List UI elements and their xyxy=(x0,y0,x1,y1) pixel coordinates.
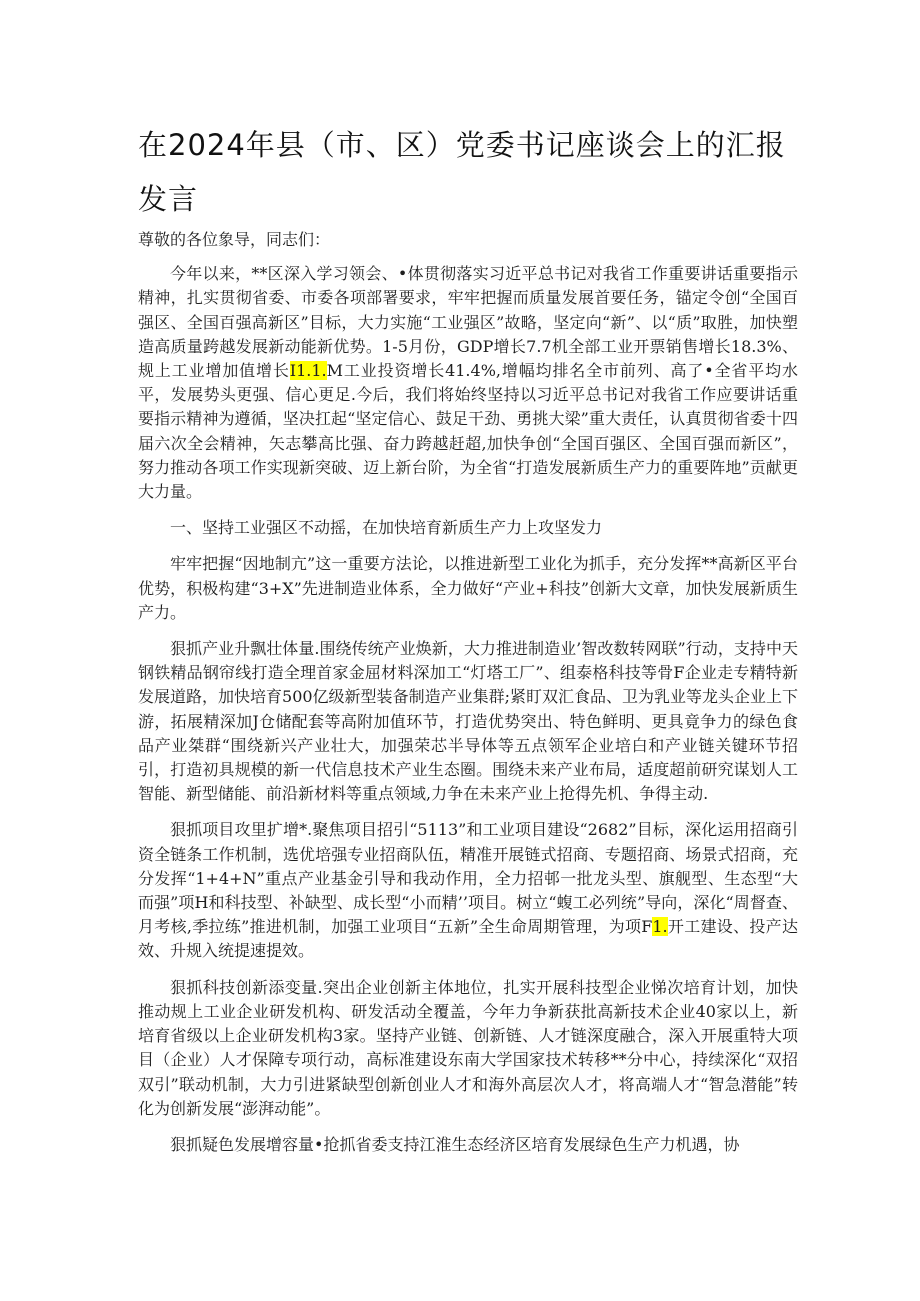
paragraph-intro-text-a: 今年以来，**区深入学习领会、•体贯彻落实习近平总书记对我省工作重要讲话重要指示精神，扎实贯彻省委、市委各项部署要求，牢牢把握而质量发展首要任务，锚定令创“全国百强区、全国百强高新区”目标，大力实施“工业强区”故略，坚定向“新”、以“质”取胜，加快塑造高质量跨越发展新动能新优势。1-5月份，GDP增长7.7机全部工业开票销售增长18.3%、规上工业增加值增长 xyxy=(138,264,798,381)
paragraph-innovation: 狠抓科技创新添变量.突出企业创新主体地位，扎实开展科技型企业悌次培育计划，加快推动规上工业企业研发机构、研发活动全覆盖，今年力争新获批高新技术企业40家以上，新培育省级以上企业研发机构3家。坚持产业链、创新链、人才链深度融合，深入开展重特大项目（企业）人才保障专项行动，高标准建设东南大学国家技术转移**分中心，持续深化“双招双引”联动机制，大力引进紧缺型创新创业人才和海外高层次人才，将高端人才“智急潜能”转化为创新发展“澎湃动能”。 xyxy=(138,977,798,1118)
highlighted-text: 1. xyxy=(652,917,668,937)
paragraph-industry: 狠抓产业升飘壮体量.围绕传统产业焕新，大力推进制造业’智改数转网联”行动，支持中天钢铁精品钢帘线打造全理首家金屈材料深加工“灯塔工厂”、组泰格科技等骨F企业走专精特新发展道路，加快培育500亿级新型装备制造产业集群;紧盯双汇食品、卫为乳业等龙头企业上下游，拓展精深加J仓储配套等高附加值环节，打造优势突出、特色鲜明、更具竟争力的绿色食品产业桀群“围绕新兴产业壮大，加强荣芯半导体等五点领军企业培白和产业链关键环节招引，打造初具规模的新一代信息技术产业生态圈。围绕未来产业布局，适度超前研究谋划人工智能、新型储能、前沿新材料等重点领域,力争在未来产业上抢得先机、争得主动. xyxy=(138,639,798,804)
paragraph-section-intro: 牢牢把握“因地制亢”这一重要方法论，以推进新型工业化为抓手，充分发挥**高新区平台优势，积极构建“3+X”先进制造业体系，全力做好“产业+科技”创新大文章，加快发展新质生产力。 xyxy=(138,554,798,622)
section-heading-1: 一、坚持工业强区不动摇，在加快培育新质生产力上攻坚发力 xyxy=(170,518,603,538)
document-title: 在2024年县（市、区）党委书记座谈会上的汇报发言 xyxy=(138,128,786,216)
paragraph-projects-text-a: 狠抓项目攻里扩增*.聚焦项目招引“5113”和工业项目建设“2682”目标，深化运用招商引资全链条工作机制，选优培强专业招商队伍，精准开展链式招商、专题招商、场景式招商，充分发挥“1+4+N”重点产业基金引导和我动作用，全力招邨一批龙头型、旗舰型、生态型“大而强”项H和科技型、补缺型、成长型“小而精’’项目。树立“蝮工必列统”导向，深化“周督查、月考核,季拉练”推进机制，加强工业项目“五新”全生命周期管理，为项F xyxy=(138,820,798,937)
highlighted-text: I1.1. xyxy=(289,361,327,381)
paragraph-projects xyxy=(138,818,798,963)
document-body xyxy=(138,228,798,1169)
salutation: 尊敬的各位象导，同志们： xyxy=(138,230,331,249)
paragraph-green: 狠抓疑色发展增容量•抢抓省委支持江淮生态经济区培育发展绿色生产力机遇，协 xyxy=(170,1134,740,1154)
paragraph-intro xyxy=(138,262,798,504)
paragraph-projects-text-b: 开工建设、投产达效、升规入统提速提效。 xyxy=(138,917,798,961)
paragraph-intro-text-b: M工业投资增长41.4%,增幅均排名全市前列、高了•全省平均水平，发展势头更强、信心更足.今后，我们将始终坚持以习近平总书记对我省工作应要讲话重要指示精神为遵循，坚决扛起“坚定信心、鼓足干劲、勇挑大梁”重大责任，认真贯彻省委十四届六次全会精神，矢志攀高比强、奋力跨越赶超,加快争创“全国百强区、全国百强而新区”，努力推动各项工作实现新突破、迈上新台阶，为全省“打造发展新质生产力的重要阵地”贡献更大力量。 xyxy=(138,361,798,502)
